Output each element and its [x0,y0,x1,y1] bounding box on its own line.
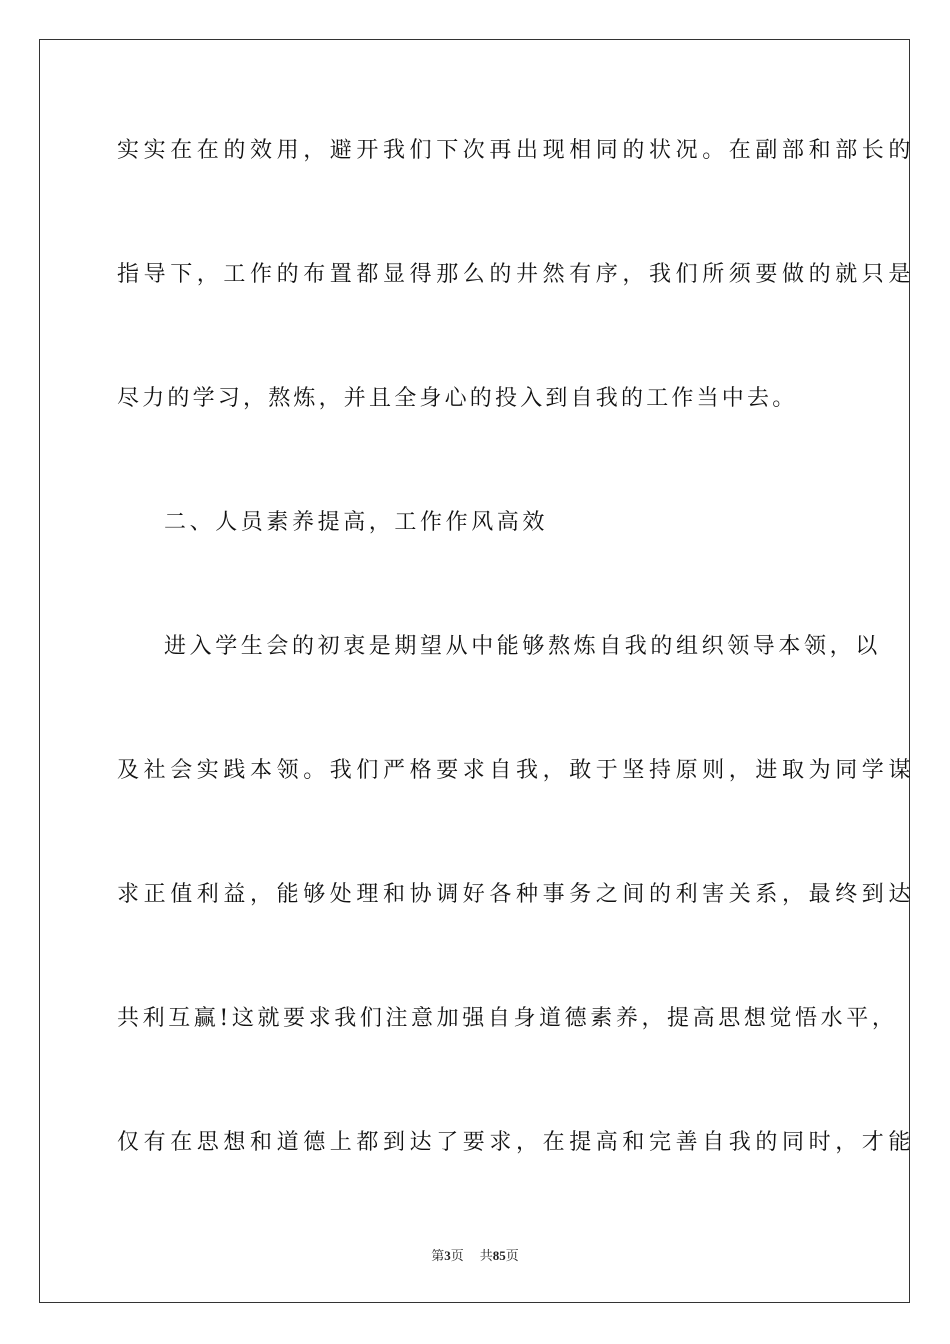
body-text-line: 进入学生会的初衷是期望从中能够熬炼自我的组织领导本领，以 [164,634,881,659]
total-suffix: 页 [505,1248,519,1263]
page-prefix: 第 [431,1248,445,1263]
body-text-line: 及社会实践本领。我们严格要求自我，敢于坚持原则，进取为同学谋 [117,758,916,783]
total-pages: 85 [492,1248,506,1263]
body-text-line: 仅有在思想和道德上都到达了要求，在提高和完善自我的同时，才能 [117,1130,916,1155]
page-suffix: 页 [450,1248,464,1263]
total-prefix: 共 [479,1248,493,1263]
body-text-line: 尽力的学习，熬炼，并且全身心的投入到自我的工作当中去。 [117,386,798,411]
page-border [39,39,916,1303]
body-text-line: 指导下，工作的布置都显得那么的井然有序，我们所须要做的就只是 [117,262,916,287]
page-number: 3 [444,1248,451,1263]
section-heading: 二、人员素养提高，工作作风高效 [164,510,549,535]
body-text-line: 实实在在的效用，避开我们下次再出现相同的状况。在副部和部长的 [117,138,916,163]
body-text-line: 共利互赢!这就要求我们注意加强自身道德素养，提高思想觉悟水平， [117,1006,898,1031]
page-footer [0,1247,950,1265]
body-text-line: 求正值利益，能够处理和协调好各种事务之间的利害关系，最终到达 [117,882,916,907]
